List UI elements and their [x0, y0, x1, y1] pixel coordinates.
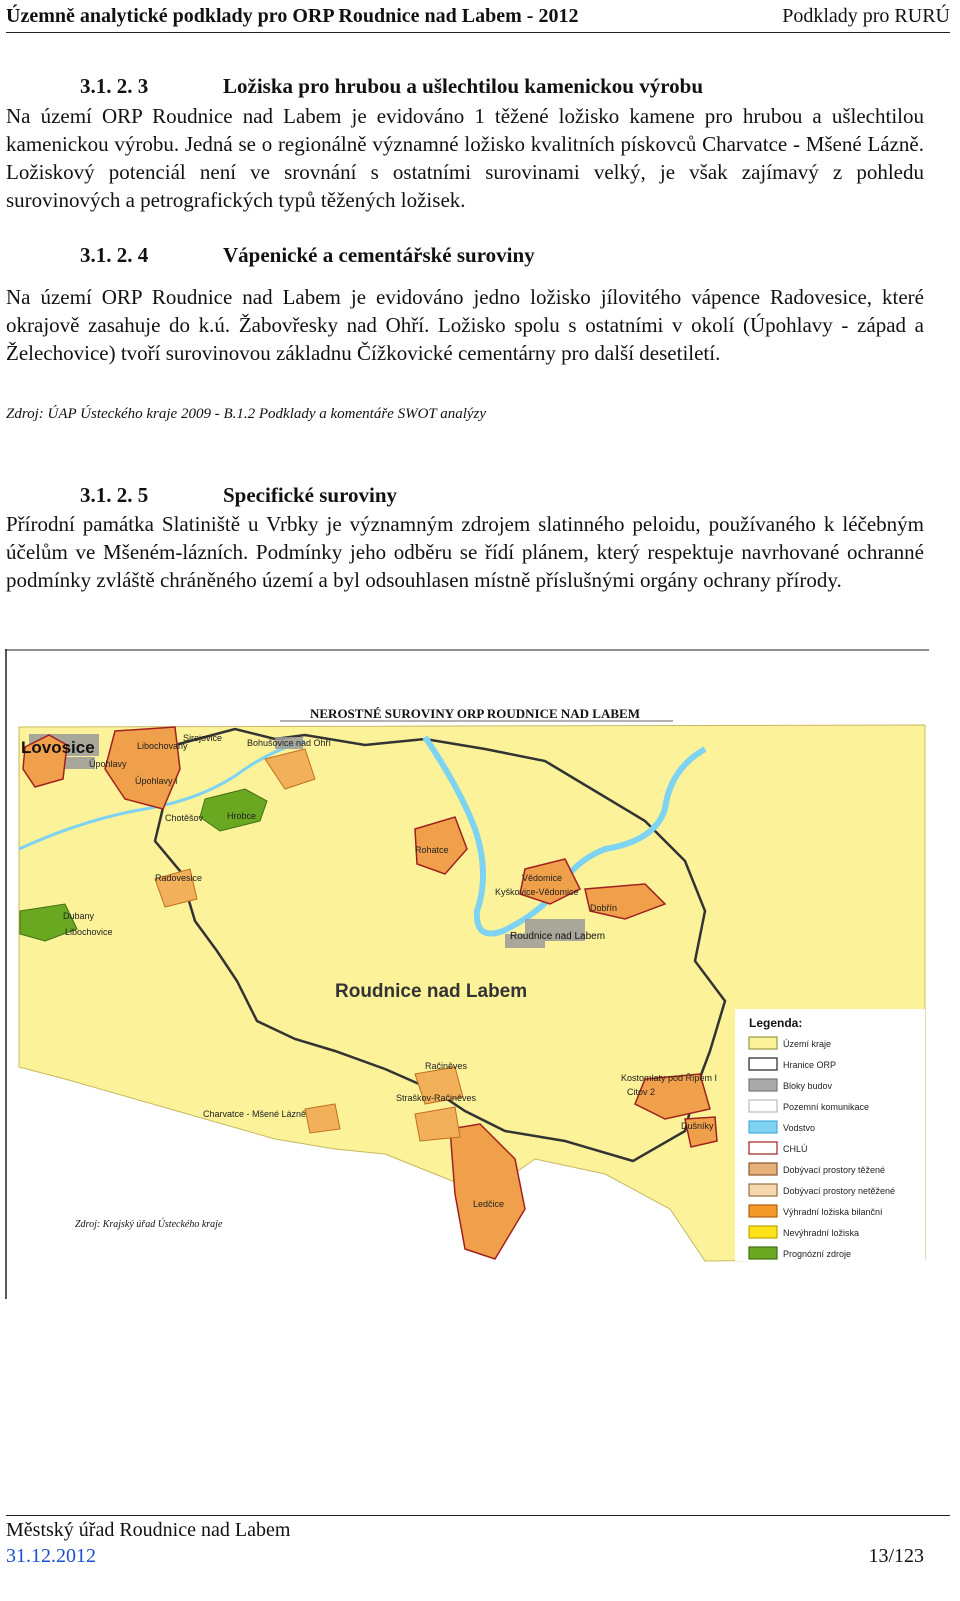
place-label: Kyškovice-Vědomice: [495, 887, 579, 897]
section-title: Specifické suroviny: [223, 483, 398, 507]
section-title: Ložiska pro hrubou a ušlechtilou kamenickou výrobu: [223, 74, 704, 98]
section-number: 3.1. 2. 5: [80, 483, 149, 507]
place-label: Citov 2: [627, 1087, 656, 1097]
mineral-resources-map: [5, 649, 929, 1299]
place-label: Radovesice: [155, 873, 203, 883]
place-label: Libochovany: [137, 741, 188, 751]
legend-swatch: [749, 1163, 777, 1175]
page-number: 13/123: [868, 1545, 924, 1567]
map-source: Zdroj: Krajský úřad Ústeckého kraje: [75, 1219, 223, 1230]
page-header: [6, 4, 950, 33]
place-label: Libochovice: [65, 927, 113, 937]
place-label: Straškov-Račiněves: [396, 1093, 477, 1103]
place-label: Lovosice: [21, 738, 95, 757]
place-label: Hrobce: [227, 811, 257, 821]
section-heading: [80, 483, 397, 508]
place-label: Dušníky: [681, 1121, 714, 1131]
legend-label: Hranice ORP: [783, 1060, 837, 1070]
legend-label: CHLÚ: [783, 1144, 808, 1154]
place-label: Rohatce: [415, 845, 449, 855]
place-label: Dubany: [63, 911, 95, 921]
section-heading: [80, 243, 535, 268]
place-label: Úpohlavy I: [135, 776, 178, 786]
place-label: Dobřín: [590, 903, 618, 913]
legend-swatch: [749, 1184, 777, 1196]
map-legend: [735, 1009, 925, 1261]
place-label: Kostomlaty pod Řípem I: [621, 1073, 718, 1083]
legend-label: Území kraje: [783, 1039, 832, 1049]
legend-swatch: [749, 1142, 777, 1154]
place-label: Charvatce - Mšené Lázně: [203, 1109, 307, 1119]
legend-swatch: [749, 1205, 777, 1217]
legend-swatch: [749, 1121, 777, 1133]
section-paragraph: Na území ORP Roudnice nad Labem je evidováno 1 těžené ložisko kamene pro hrubou a ušlechtilou kamenickou výrobu. Jedná se o regionálně významné ložisko kvalitních pískovců Charvatce - Mšené Lázně. Ložiskový potenciál není ve srovnání s ostatními surovinami velký, je však zajímavý z pohledu surovinových a petrografických typů těžených ložisek.: [6, 104, 924, 212]
legend-label: Prognózní zdroje: [783, 1249, 852, 1259]
section-title: Vápenické a cementářské suroviny: [223, 243, 535, 267]
legend-title: Legenda:: [749, 1016, 803, 1030]
place-label: Bohušovice nad Ohří: [247, 738, 332, 748]
section-paragraph: Na území ORP Roudnice nad Labem je evidováno jedno ložisko jílovitého vápence Radovesice, které okrajově zasahuje do k.ú. Žabovřesky nad Ohří. Ložisko spolu s ostatními v okolí (Úpohlavy - západ a Želechovice) tvoří surovinovou základnu Čížkovické cementárny pro další desetiletí.: [6, 285, 924, 365]
place-label: Chotěšov: [165, 813, 204, 823]
legend-label: Nevýhradní ložiska: [783, 1228, 860, 1238]
header-title: Územně analytické podklady pro ORP Roudnice nad Labem - 2012: [6, 5, 579, 27]
header-subtitle: Podklady pro RURÚ: [782, 5, 950, 27]
legend-label: Dobývací prostory netěžené: [783, 1186, 896, 1196]
section-number: 3.1. 2. 4: [80, 243, 149, 267]
section-number: 3.1. 2. 3: [80, 74, 149, 98]
legend-swatch: [749, 1226, 777, 1238]
legend-swatch: [749, 1100, 777, 1112]
place-label: Ledčice: [473, 1199, 505, 1209]
legend-swatch: [749, 1058, 777, 1070]
place-label: Sirejovice: [183, 733, 223, 743]
place-label: Úpohlavy: [89, 759, 127, 769]
map-title: NEROSTNÉ SUROVINY ORP ROUDNICE NAD LABEM: [310, 706, 640, 721]
place-label: Vědomice: [522, 873, 563, 883]
legend-swatch: [749, 1247, 777, 1259]
section-heading: [80, 74, 703, 99]
legend-label: Pozemní komunikace: [783, 1102, 870, 1112]
legend-label: Výhradní ložiska bilanční: [783, 1207, 883, 1217]
footer-office: Městský úřad Roudnice nad Labem: [6, 1519, 291, 1541]
footer-divider: [6, 1515, 950, 1516]
footer-date: 31.12.2012: [6, 1545, 96, 1567]
legend-label: Dobývací prostory těžené: [783, 1165, 886, 1175]
source-note: Zdroj: ÚAP Ústeckého kraje 2009 - B.1.2 Podklady a komentáře SWOT analýzy: [6, 406, 487, 422]
legend-label: Vodstvo: [783, 1123, 816, 1133]
map-main-label: Roudnice nad Labem: [335, 981, 528, 1002]
legend-swatch: [749, 1037, 777, 1049]
place-label: Roudnice nad Labem: [510, 931, 606, 942]
legend-swatch: [749, 1079, 777, 1091]
legend-label: Bloky budov: [783, 1081, 833, 1091]
section-paragraph: Přírodní památka Slatiniště u Vrbky je významným zdrojem slatinného peloidu, používaného k léčebným účelům ve Mšeném-lázních. Podmínky jeho odběru se řídí plánem, který respektuje navrhované ochranné podmínky zvláště chráněného území a byl odsouhlasen místně příslušnými orgány ochrany přírody.: [6, 512, 924, 592]
place-label: Račiněves: [425, 1061, 468, 1071]
